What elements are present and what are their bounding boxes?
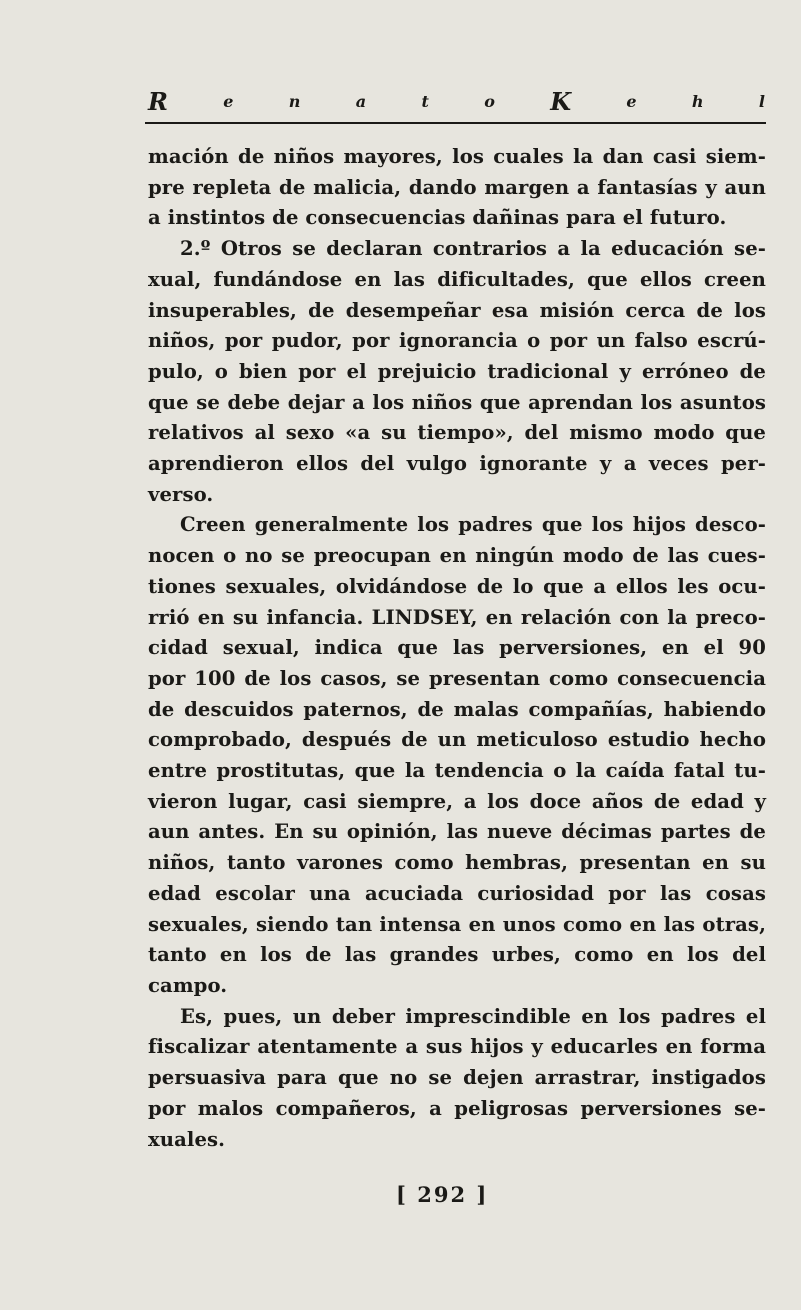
running-head-letter: R — [148, 87, 168, 116]
text-line: de descuidos paternos, de malas compañías, habiendo — [148, 697, 766, 721]
body-text — [148, 142, 766, 1155]
text-line: verso. — [148, 482, 214, 506]
text-line: sexuales, siendo tan intensa en unos como en las otras, — [148, 912, 766, 936]
text-line: a instintos de consecuencias dañinas para el futuro. — [148, 206, 727, 230]
text-line: vieron lugar, casi siempre, a los doce años de edad y — [148, 789, 766, 813]
text-line: nocen o no se preocupan en ningún modo de las cues- — [148, 544, 766, 568]
text-line: cidad sexual, indica que las perversiones, en el 90 — [148, 636, 766, 660]
text-line: niños, por pudor, por ignorancia o por un falso escrú- — [148, 329, 766, 353]
running-head-letter: l — [758, 92, 765, 111]
text-line: fiscalizar atentamente a sus hijos y educarles en forma — [148, 1035, 766, 1059]
text-line: aun antes. En su opinión, las nueve décimas partes de — [148, 820, 766, 844]
header-rule — [145, 122, 766, 124]
text-line: xuales. — [148, 1127, 226, 1151]
running-head-letter: h — [691, 92, 704, 111]
running-head-letter: n — [288, 92, 301, 111]
running-head-letter: o — [484, 92, 495, 111]
text-line: pulo, o bien por el prejuicio tradicional y erróneo de — [148, 359, 766, 383]
running-head-author — [148, 87, 765, 116]
page-number: [ 292 ] — [396, 1182, 489, 1207]
running-head-letter: e — [626, 92, 637, 111]
text-line: Creen generalmente los padres que los hijos desco- — [180, 513, 766, 537]
text-line: tanto en los de las grandes urbes, como en los del — [148, 943, 766, 967]
text-line: pre repleta de malicia, dando margen a fantasías y aun — [148, 175, 766, 199]
running-head-letter: a — [355, 92, 367, 111]
text-line: tiones sexuales, olvidándose de lo que a ellos les ocu- — [148, 574, 766, 598]
running-head-letter: K — [550, 87, 572, 116]
text-line: 2.º Otros se declaran contrarios a la educación se- — [180, 237, 766, 261]
text-line: persuasiva para que no se dejen arrastrar, instigados — [148, 1066, 766, 1090]
text-line: xual, fundándose en las dificultades, que ellos creen — [148, 267, 766, 291]
text-line: relativos al sexo «a su tiempo», del mismo modo que — [148, 421, 766, 445]
text-line: aprendieron ellos del vulgo ignorante y a veces per- — [148, 452, 766, 476]
running-head-letter: t — [421, 92, 429, 111]
text-line: niños, tanto varones como hembras, presentan en su — [148, 851, 766, 875]
text-line: campo. — [148, 973, 228, 997]
text-line: entre prostitutas, que la tendencia o la caída fatal tu- — [148, 759, 766, 783]
text-line: que se debe dejar a los niños que aprendan los asuntos — [148, 390, 766, 414]
text-line: comprobado, después de un meticuloso estudio hecho — [148, 728, 766, 752]
text-line: mación de niños mayores, los cuales la dan casi siem- — [148, 145, 766, 168]
text-line: insuperables, de desempeñar esa misión cerca de los — [148, 298, 766, 322]
text-line: rrió en su infancia. LINDSEY, en relación con la preco- — [148, 605, 766, 629]
text-line: edad escolar una acuciada curiosidad por las cosas — [148, 881, 766, 905]
text-line: por 100 de los casos, se presentan como consecuencia — [148, 666, 766, 690]
text-line: por malos compañeros, a peligrosas perversiones se- — [148, 1096, 766, 1120]
text-line: Es, pues, un deber imprescindible en los padres el — [180, 1004, 766, 1028]
running-head-letter: e — [223, 92, 234, 111]
